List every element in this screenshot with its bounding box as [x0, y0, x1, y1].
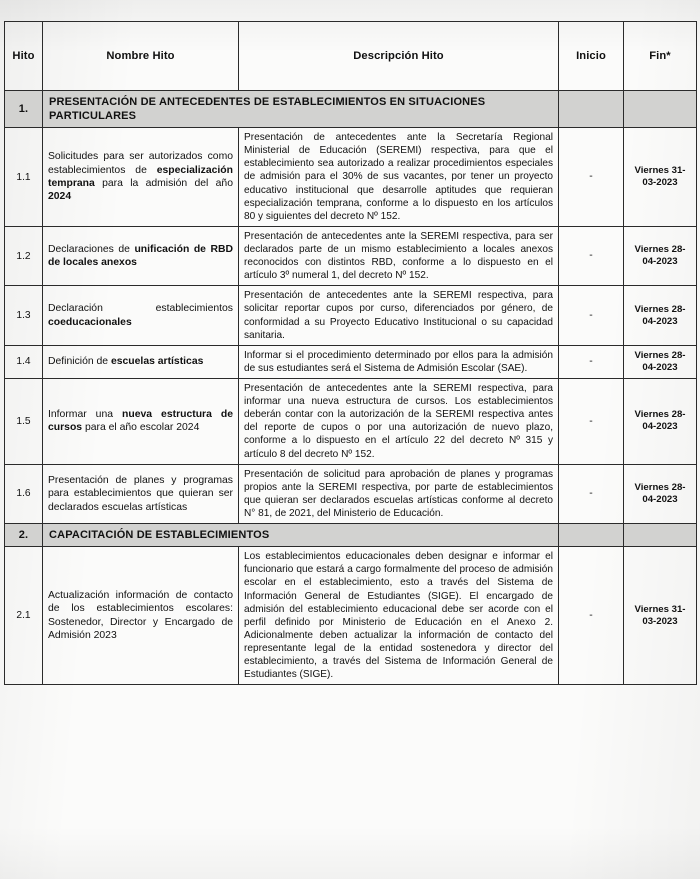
header-fin: Fin*	[624, 22, 697, 91]
row-fin: Viernes 28-04-2023	[624, 286, 697, 345]
section-number: 2.	[5, 524, 43, 547]
section-row	[5, 524, 697, 547]
row-number: 1.1	[5, 128, 43, 227]
row-fin: Viernes 28-04-2023	[624, 379, 697, 465]
row-inicio: -	[559, 226, 624, 285]
row-inicio: -	[559, 345, 624, 378]
section-inicio-empty	[559, 524, 624, 547]
section-title: PRESENTACIÓN DE ANTECEDENTES DE ESTABLECIMIENTOS EN SITUACIONES PARTICULARES	[43, 91, 559, 128]
row-descripcion-hito: Presentación de antecedentes ante la SEREMI respectiva, para solicitar reportar cupos por curso, diferenciados por género, de conformidad a su Proyecto Educativo Institucional o su capacidad sanitaria.	[239, 286, 559, 345]
row-number: 1.6	[5, 464, 43, 523]
row-number: 1.5	[5, 379, 43, 465]
row-nombre-hito: Declaraciones de unificación de RBD de locales anexos	[43, 226, 239, 285]
section-title: CAPACITACIÓN DE ESTABLECIMIENTOS	[43, 524, 559, 547]
row-descripcion-hito: Informar si el procedimiento determinado por ellos para la admisión de sus estudiantes será el Sistema de Admisión Escolar (SAE).	[239, 345, 559, 378]
header-hito: Hito	[5, 22, 43, 91]
row-descripcion-hito: Presentación de antecedentes ante la Secretaría Regional Ministerial de Educación (SEREMI) respectiva, para que el establecimiento sea autorizado a realizar procedimientos especiales de admisión para el 30% de sus vacantes, por tener un proyecto educativo institucional que desarrolle aptitudes que requieran especialización temprana, conforme a lo dispuesto en los artículos 80 y siguientes del decreto Nº 152.	[239, 128, 559, 227]
row-nombre-hito: Definición de escuelas artísticas	[43, 345, 239, 378]
row-fin: Viernes 28-04-2023	[624, 226, 697, 285]
row-descripcion-hito: Presentación de solicitud para aprobación de planes y programas propios ante la SEREMI respectiva, por parte de establecimientos que quieran ser declarados escuelas artísticas conforme al decreto N° 81, de 2021, del Ministerio de Educación.	[239, 464, 559, 523]
row-nombre-hito: Informar una nueva estructura de cursos para el año escolar 2024	[43, 379, 239, 465]
table-row	[5, 286, 697, 345]
section-fin-empty	[624, 91, 697, 128]
row-inicio: -	[559, 464, 624, 523]
table-row	[5, 547, 697, 685]
table-row	[5, 379, 697, 465]
row-descripcion-hito: Presentación de antecedentes ante la SEREMI respectiva, para ser declarados parte de un mismo establecimiento a locales anexos reconocidos con distintos RBD, conforme a lo dispuesto en el artículo 3º numeral 1, del decreto Nº 152.	[239, 226, 559, 285]
row-inicio: -	[559, 547, 624, 685]
table-row	[5, 226, 697, 285]
row-number: 2.1	[5, 547, 43, 685]
header-inicio: Inicio	[559, 22, 624, 91]
header-descripcion-hito: Descripción Hito	[239, 22, 559, 91]
row-inicio: -	[559, 379, 624, 465]
section-inicio-empty	[559, 91, 624, 128]
table-row	[5, 128, 697, 227]
section-number: 1.	[5, 91, 43, 128]
row-nombre-hito: Solicitudes para ser autorizados como establecimientos de especialización temprana para la admisión del año 2024	[43, 128, 239, 227]
header-nombre-hito: Nombre Hito	[43, 22, 239, 91]
row-descripcion-hito: Los establecimientos educacionales deben designar e informar el funcionario que estará a cargo formalmente del proceso de admisión escolar en el establecimiento, esto a través del Sistema de Información General de Estudiantes (SIGE). El encargado de admisión del establecimiento educacional debe ser acorde con el perfil definido por Ministerio de Educación en el Anexo 2. Adicionalmente deben actualizar la información de contacto del representante legal de la entidad sostenedora y director del establecimiento, a través del Sistema de Información General de Estudiantes (SIGE).	[239, 547, 559, 685]
row-fin: Viernes 28-04-2023	[624, 464, 697, 523]
row-number: 1.3	[5, 286, 43, 345]
row-nombre-hito: Presentación de planes y programas para establecimientos que quieran ser declarados escuelas artísticas	[43, 464, 239, 523]
milestones-table	[4, 21, 697, 685]
table-header-row	[5, 22, 697, 91]
row-fin: Viernes 31-03-2023	[624, 547, 697, 685]
table-row	[5, 464, 697, 523]
table-row	[5, 345, 697, 378]
row-fin: Viernes 31-03-2023	[624, 128, 697, 227]
section-fin-empty	[624, 524, 697, 547]
row-number: 1.4	[5, 345, 43, 378]
row-descripcion-hito: Presentación de antecedentes ante la SEREMI respectiva, para informar una nueva estructura de cursos. Los establecimientos deberán contar con la autorización de la SEREMI respectiva antes del reporte de cupos o por una autorización de nuevo plazo, conforme a lo dispuesto en el artículo 22 del decreto Nº 315 y artículo 8 del decreto Nº 152.	[239, 379, 559, 465]
row-nombre-hito: Actualización información de contacto de los establecimientos escolares: Sostenedor, Director y Encargado de Admisión 2023	[43, 547, 239, 685]
row-inicio: -	[559, 128, 624, 227]
section-row	[5, 91, 697, 128]
row-number: 1.2	[5, 226, 43, 285]
milestones-table-body	[5, 91, 697, 685]
row-nombre-hito: Declaración establecimientos coeducacionales	[43, 286, 239, 345]
row-fin: Viernes 28-04-2023	[624, 345, 697, 378]
row-inicio: -	[559, 286, 624, 345]
